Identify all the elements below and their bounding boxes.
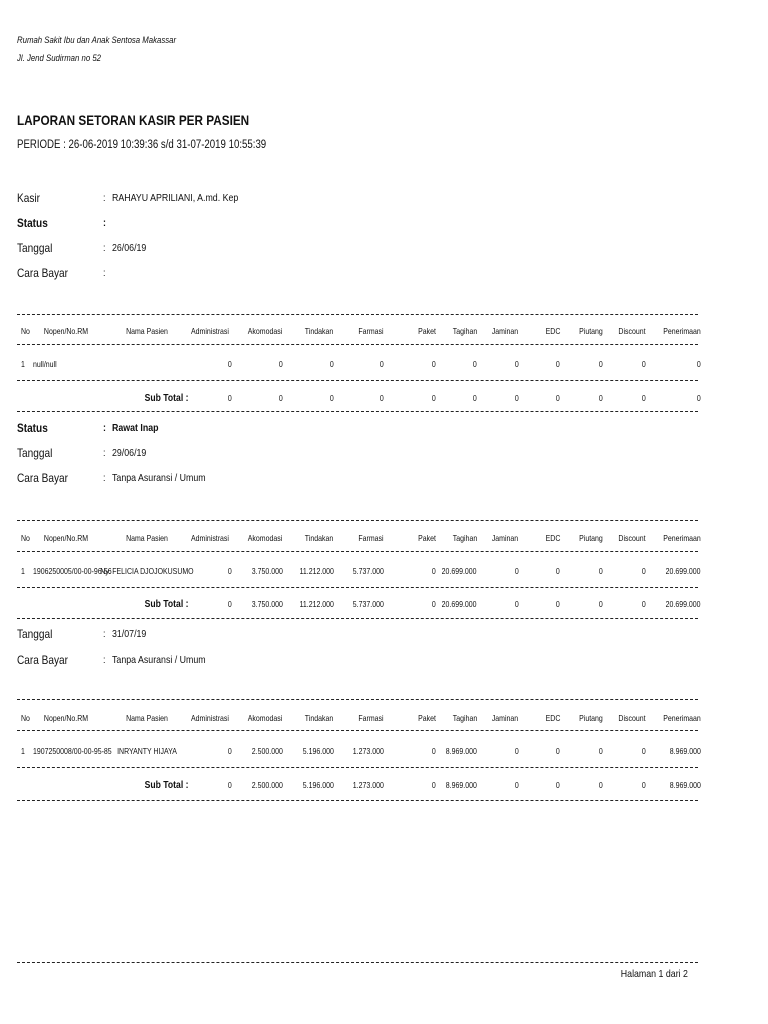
subtotal-tagihan: 0	[473, 393, 477, 403]
col-header-nama-pasien: Nama Pasien	[126, 326, 168, 336]
col-header-paket: Paket	[418, 326, 436, 336]
cara-bayar-colon: :	[103, 654, 106, 666]
col-header-no: No	[21, 533, 30, 543]
subtotal-tagihan: 20.699.000	[442, 599, 477, 609]
col-header-jaminan: Jaminan	[491, 533, 519, 543]
table-header	[0, 531, 768, 545]
col-header-edc: EDC	[545, 533, 561, 543]
subtotal-discount: 0	[642, 599, 646, 609]
footer-divider	[17, 962, 698, 963]
cell-discount: 0	[642, 566, 646, 576]
page-number: Halaman 1 dari 2	[620, 968, 688, 980]
divider	[17, 699, 698, 700]
subtotal-jaminan: 0	[515, 599, 519, 609]
subtotal-piutang: 0	[599, 599, 603, 609]
col-header-nama-pasien: Nama Pasien	[126, 713, 168, 723]
cell-administrasi: 0	[228, 359, 232, 369]
subtotal-penerimaan: 20.699.000	[666, 599, 701, 609]
cara-bayar-label: Cara Bayar	[17, 266, 68, 280]
status-colon: :	[103, 217, 106, 229]
col-header-penerimaan: Penerimaan	[663, 326, 701, 336]
cell-akomodasi: 2.500.000	[251, 746, 283, 756]
col-header-administrasi: Administrasi	[191, 326, 229, 336]
col-header-tindakan: Tindakan	[304, 533, 334, 543]
col-header-farmasi: Farmasi	[358, 713, 384, 723]
col-header-akomodasi: Akomodasi	[247, 326, 283, 336]
cell-no: 1	[21, 566, 25, 576]
col-header-nopen: Nopen/No.RM	[43, 326, 89, 336]
col-header-jaminan: Jaminan	[491, 326, 519, 336]
cell-tagihan: 8.969.000	[445, 746, 477, 756]
status-colon: :	[103, 422, 106, 434]
subtotal-row	[0, 597, 768, 611]
col-header-edc: EDC	[545, 326, 561, 336]
col-header-piutang: Piutang	[579, 326, 603, 336]
divider	[17, 618, 698, 619]
divider	[17, 380, 698, 381]
subtotal-akomodasi: 3.750.000	[251, 599, 283, 609]
col-header-tindakan: Tindakan	[304, 713, 334, 723]
table-row	[0, 357, 768, 371]
subtotal-paket: 0	[432, 780, 436, 790]
hospital-name: Rumah Sakit Ibu dan Anak Sentosa Makassar	[17, 35, 177, 46]
cara-bayar-value: Tanpa Asuransi / Umum	[112, 654, 206, 666]
subtotal-edc: 0	[556, 780, 560, 790]
cell-no: 1	[21, 746, 25, 756]
subtotal-penerimaan: 8.969.000	[669, 780, 701, 790]
cara-bayar-label: Cara Bayar	[17, 653, 68, 667]
cell-tindakan: 11.212.000	[299, 566, 334, 576]
divider	[17, 551, 698, 552]
cell-farmasi: 1.273.000	[352, 746, 384, 756]
divider	[17, 800, 698, 801]
col-header-tagihan: Tagihan	[452, 713, 478, 723]
status-label: Status	[17, 421, 48, 435]
col-header-nopen: Nopen/No.RM	[43, 713, 89, 723]
cell-nopen: 1907250008/00-00-95-85	[33, 746, 112, 756]
cell-penerimaan: 8.969.000	[669, 746, 701, 756]
cell-tagihan: 0	[473, 359, 477, 369]
kasir-colon: :	[103, 192, 106, 204]
status-label: Status	[17, 216, 48, 230]
cell-tagihan: 20.699.000	[442, 566, 477, 576]
subtotal-jaminan: 0	[515, 780, 519, 790]
subtotal-akomodasi: 0	[279, 393, 283, 403]
subtotal-farmasi: 0	[380, 393, 384, 403]
cara-bayar-label: Cara Bayar	[17, 471, 68, 485]
hospital-address: Jl. Jend Sudirman no 52	[17, 53, 102, 64]
tanggal-value: 29/06/19	[112, 447, 147, 459]
cara-bayar-colon: :	[103, 472, 106, 484]
tanggal-colon: :	[103, 628, 106, 640]
cara-bayar-value: Tanpa Asuransi / Umum	[112, 472, 206, 484]
col-header-farmasi: Farmasi	[358, 533, 384, 543]
subtotal-edc: 0	[556, 599, 560, 609]
col-header-administrasi: Administrasi	[191, 713, 229, 723]
cara-bayar-colon: :	[103, 267, 106, 279]
subtotal-discount: 0	[642, 393, 646, 403]
cell-nama-pasien: INRYANTY HIJAYA	[117, 746, 177, 756]
col-header-paket: Paket	[418, 713, 436, 723]
col-header-tagihan: Tagihan	[452, 533, 478, 543]
col-header-akomodasi: Akomodasi	[247, 533, 283, 543]
subtotal-label: Sub Total :	[144, 392, 188, 404]
report-title: LAPORAN SETORAN KASIR PER PASIEN	[17, 112, 250, 128]
cell-discount: 0	[642, 746, 646, 756]
subtotal-paket: 0	[432, 599, 436, 609]
tanggal-label: Tanggal	[17, 241, 53, 255]
col-header-edc: EDC	[545, 713, 561, 723]
col-header-discount: Discount	[618, 713, 646, 723]
divider	[17, 730, 698, 731]
subtotal-piutang: 0	[599, 393, 603, 403]
cell-jaminan: 0	[515, 359, 519, 369]
kasir-value: RAHAYU APRILIANI, A.md. Kep	[112, 192, 239, 204]
col-header-nopen: Nopen/No.RM	[43, 533, 89, 543]
subtotal-discount: 0	[642, 780, 646, 790]
cell-administrasi: 0	[228, 566, 232, 576]
table-header	[0, 711, 768, 725]
subtotal-label: Sub Total :	[144, 598, 188, 610]
cell-paket: 0	[432, 359, 436, 369]
cell-discount: 0	[642, 359, 646, 369]
cell-penerimaan: 0	[697, 359, 701, 369]
col-header-paket: Paket	[418, 533, 436, 543]
status-value: Rawat Inap	[112, 422, 159, 434]
col-header-discount: Discount	[618, 533, 646, 543]
col-header-penerimaan: Penerimaan	[663, 713, 701, 723]
divider	[17, 767, 698, 768]
tanggal-colon: :	[103, 242, 106, 254]
cell-administrasi: 0	[228, 746, 232, 756]
table-row	[0, 564, 768, 578]
cell-nopen: null/null	[33, 359, 57, 369]
tanggal-value: 26/06/19	[112, 242, 147, 254]
subtotal-penerimaan: 0	[697, 393, 701, 403]
cell-piutang: 0	[599, 566, 603, 576]
col-header-nama-pasien: Nama Pasien	[126, 533, 168, 543]
subtotal-paket: 0	[432, 393, 436, 403]
col-header-no: No	[21, 326, 30, 336]
cell-farmasi: 0	[380, 359, 384, 369]
table-row	[0, 744, 768, 758]
cell-edc: 0	[556, 566, 560, 576]
subtotal-administrasi: 0	[228, 393, 232, 403]
cell-akomodasi: 3.750.000	[251, 566, 283, 576]
subtotal-piutang: 0	[599, 780, 603, 790]
subtotal-tindakan: 11.212.000	[299, 599, 334, 609]
col-header-akomodasi: Akomodasi	[247, 713, 283, 723]
col-header-no: No	[21, 713, 30, 723]
tanggal-colon: :	[103, 447, 106, 459]
col-header-farmasi: Farmasi	[358, 326, 384, 336]
subtotal-edc: 0	[556, 393, 560, 403]
tanggal-value: 31/07/19	[112, 628, 147, 640]
report-periode: PERIODE : 26-06-2019 10:39:36 s/d 31-07-2019 10:55:39	[17, 139, 267, 151]
cell-nopen: 1906250005/00-00-96-56	[33, 566, 112, 576]
subtotal-row	[0, 391, 768, 405]
cell-akomodasi: 0	[279, 359, 283, 369]
cell-jaminan: 0	[515, 746, 519, 756]
subtotal-row	[0, 778, 768, 792]
subtotal-administrasi: 0	[228, 599, 232, 609]
subtotal-akomodasi: 2.500.000	[251, 780, 283, 790]
col-header-piutang: Piutang	[579, 713, 603, 723]
divider	[17, 314, 698, 315]
divider	[17, 520, 698, 521]
cell-no: 1	[21, 359, 25, 369]
col-header-penerimaan: Penerimaan	[663, 533, 701, 543]
divider	[17, 344, 698, 345]
cell-piutang: 0	[599, 746, 603, 756]
cell-paket: 0	[432, 566, 436, 576]
col-header-jaminan: Jaminan	[491, 713, 519, 723]
table-header	[0, 324, 768, 338]
cell-penerimaan: 20.699.000	[666, 566, 701, 576]
cell-nama-pasien: Ny. FELICIA DJOJOKUSUMO	[100, 566, 194, 576]
subtotal-farmasi: 5.737.000	[352, 599, 384, 609]
tanggal-label: Tanggal	[17, 627, 53, 641]
col-header-tagihan: Tagihan	[452, 326, 478, 336]
divider	[17, 587, 698, 588]
col-header-discount: Discount	[618, 326, 646, 336]
cell-farmasi: 5.737.000	[352, 566, 384, 576]
subtotal-farmasi: 1.273.000	[352, 780, 384, 790]
cell-piutang: 0	[599, 359, 603, 369]
tanggal-label: Tanggal	[17, 446, 53, 460]
col-header-tindakan: Tindakan	[304, 326, 334, 336]
col-header-administrasi: Administrasi	[191, 533, 229, 543]
cell-edc: 0	[556, 746, 560, 756]
subtotal-administrasi: 0	[228, 780, 232, 790]
divider	[17, 411, 698, 412]
cell-paket: 0	[432, 746, 436, 756]
cell-tindakan: 5.196.000	[302, 746, 334, 756]
subtotal-tindakan: 0	[330, 393, 334, 403]
subtotal-jaminan: 0	[515, 393, 519, 403]
cell-tindakan: 0	[330, 359, 334, 369]
cell-edc: 0	[556, 359, 560, 369]
subtotal-tagihan: 8.969.000	[445, 780, 477, 790]
cell-jaminan: 0	[515, 566, 519, 576]
subtotal-tindakan: 5.196.000	[302, 780, 334, 790]
kasir-label: Kasir	[17, 191, 40, 205]
subtotal-label: Sub Total :	[144, 779, 188, 791]
col-header-piutang: Piutang	[579, 533, 603, 543]
